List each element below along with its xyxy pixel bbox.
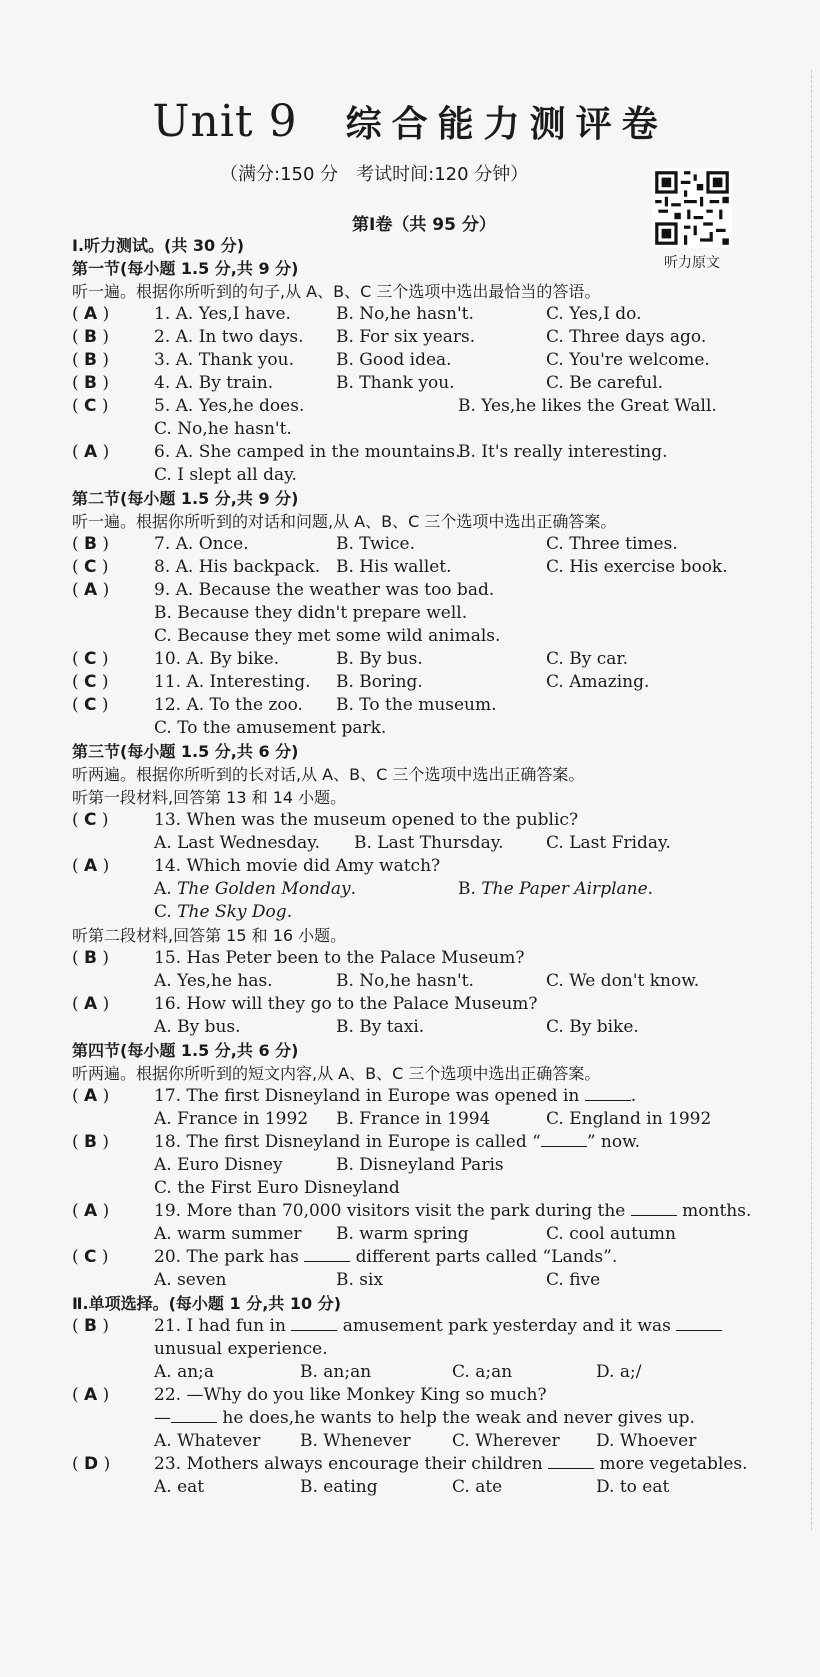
exam-info: （满分:150 分 考试时间:120 分钟） bbox=[220, 164, 529, 185]
question-6-cont bbox=[72, 464, 792, 487]
question-15-options bbox=[72, 970, 792, 993]
question-18-c bbox=[72, 1177, 792, 1200]
answer: ( A ) bbox=[72, 580, 110, 600]
option-b: B. six bbox=[336, 1270, 384, 1290]
option-c: C. To the amusement park. bbox=[154, 718, 387, 738]
question-16-options bbox=[72, 1016, 792, 1039]
option-a: A. an;a bbox=[154, 1362, 215, 1382]
question-9-b bbox=[72, 602, 792, 625]
question-stem: 14. Which movie did Amy watch? bbox=[154, 856, 441, 876]
question-12 bbox=[72, 694, 792, 717]
answer: ( B ) bbox=[72, 948, 110, 968]
question-22-cont bbox=[72, 1407, 792, 1430]
option-d: D. a;/ bbox=[596, 1362, 642, 1382]
question-stem: 16. How will they go to the Palace Museum? bbox=[154, 994, 538, 1014]
subsection-heading: 第三节(每小题 1.5 分,共 6 分) bbox=[72, 742, 299, 761]
instruction: 听一遍。根据你所听到的句子,从 A、B、C 三个选项中选出最恰当的答语。 bbox=[72, 282, 601, 301]
option-a: A. France in 1992 bbox=[154, 1109, 309, 1129]
answer-blank[interactable] bbox=[631, 1200, 677, 1216]
question-23 bbox=[72, 1453, 792, 1476]
answer: ( B ) bbox=[72, 1316, 110, 1336]
subsection-heading: 第一节(每小题 1.5 分,共 9 分) bbox=[72, 259, 299, 278]
question-12-c bbox=[72, 717, 792, 740]
question-15 bbox=[72, 947, 792, 970]
title-unit: Unit 9 bbox=[152, 96, 298, 147]
answer: ( B ) bbox=[72, 350, 110, 370]
material-note: 听第一段材料,回答第 13 和 14 小题。 bbox=[72, 788, 347, 807]
answer: ( B ) bbox=[72, 373, 110, 393]
option-c: C. His exercise book. bbox=[546, 557, 728, 577]
answer: ( B ) bbox=[72, 534, 110, 554]
answer: ( C ) bbox=[72, 1247, 109, 1267]
question-10 bbox=[72, 648, 792, 671]
option-a: A. warm summer bbox=[154, 1224, 302, 1244]
question-stem: 21. I had fun in amusement park yesterday and it was bbox=[154, 1315, 722, 1338]
option-b: B. an;an bbox=[300, 1362, 372, 1382]
question-18-options bbox=[72, 1154, 792, 1177]
option-c: C. Three times. bbox=[546, 534, 678, 554]
section-heading: Ⅱ.单项选择。(每小题 1 分,共 10 分) bbox=[72, 1294, 342, 1313]
answer: ( A ) bbox=[72, 442, 110, 462]
question-8 bbox=[72, 556, 792, 579]
option-c: C. ate bbox=[452, 1477, 503, 1497]
question-19 bbox=[72, 1200, 792, 1223]
question-14 bbox=[72, 855, 792, 878]
instruction: 听一遍。根据你所听到的对话和问题,从 A、B、C 三个选项中选出正确答案。 bbox=[72, 512, 617, 531]
option-a: A. eat bbox=[154, 1477, 205, 1497]
answer: ( A ) bbox=[72, 994, 110, 1014]
option-a: 10. A. By bike. bbox=[154, 649, 280, 669]
answer: ( C ) bbox=[72, 672, 109, 692]
option-a: A. By bus. bbox=[154, 1017, 241, 1037]
question-9-c bbox=[72, 625, 792, 648]
question-21-options bbox=[72, 1361, 792, 1384]
option-c: C. the First Euro Disneyland bbox=[154, 1178, 400, 1198]
question-19-options bbox=[72, 1223, 792, 1246]
option-b: B. For six years. bbox=[336, 327, 476, 347]
answer: ( D ) bbox=[72, 1454, 111, 1474]
option-a: A. The Golden Monday. bbox=[154, 879, 357, 899]
answer: ( A ) bbox=[72, 1086, 110, 1106]
subsection-heading: 第二节(每小题 1.5 分,共 9 分) bbox=[72, 489, 299, 508]
option-c: C. five bbox=[546, 1270, 601, 1290]
option-c: C. By bike. bbox=[546, 1017, 639, 1037]
answer-blank[interactable] bbox=[291, 1315, 337, 1331]
option-c: C. The Sky Dog. bbox=[154, 902, 293, 922]
option-a: 12. A. To the zoo. bbox=[154, 695, 303, 715]
answer-blank[interactable] bbox=[171, 1407, 217, 1423]
option-a: 8. A. His backpack. bbox=[154, 557, 321, 577]
question-9 bbox=[72, 579, 792, 602]
question-11 bbox=[72, 671, 792, 694]
question-stem-cont: unusual experience. bbox=[154, 1339, 328, 1359]
material-note: 听第二段材料,回答第 15 和 16 小题。 bbox=[72, 926, 347, 945]
qr-label: 听力原文 bbox=[664, 255, 720, 271]
question-stem: 15. Has Peter been to the Palace Museum? bbox=[154, 948, 525, 968]
answer: ( C ) bbox=[72, 649, 109, 669]
question-22-options bbox=[72, 1430, 792, 1453]
option-a: 3. A. Thank you. bbox=[154, 350, 294, 370]
option-c: C. Wherever bbox=[452, 1431, 560, 1451]
option-d: D. Whoever bbox=[596, 1431, 697, 1451]
question-1 bbox=[72, 303, 792, 326]
question-22 bbox=[72, 1384, 792, 1407]
option-c: C. We don't know. bbox=[546, 971, 700, 991]
answer: ( C ) bbox=[72, 396, 109, 416]
answer-blank[interactable] bbox=[304, 1246, 350, 1262]
answer-blank[interactable] bbox=[548, 1453, 594, 1469]
answer: ( A ) bbox=[72, 856, 110, 876]
volume-heading: 第Ⅰ卷（共 95 分） bbox=[352, 215, 496, 235]
option-c: C. Last Friday. bbox=[546, 833, 671, 853]
answer: ( B ) bbox=[72, 327, 110, 347]
option-d: D. to eat bbox=[596, 1477, 670, 1497]
option-b: B. Whenever bbox=[300, 1431, 411, 1451]
instruction: 听两遍。根据你所听到的短文内容,从 A、B、C 三个选项中选出正确答案。 bbox=[72, 1064, 601, 1083]
answer: ( A ) bbox=[72, 304, 110, 324]
answer: ( C ) bbox=[72, 557, 109, 577]
option-b: B. No,he hasn't. bbox=[336, 304, 474, 324]
question-17 bbox=[72, 1085, 792, 1108]
option-b: B. Good idea. bbox=[336, 350, 452, 370]
option-c: C. England in 1992 bbox=[546, 1109, 712, 1129]
section-heading: Ⅰ.听力测试。(共 30 分) bbox=[72, 236, 245, 255]
title-cn: 综合能力测评卷 bbox=[345, 104, 668, 145]
question-3 bbox=[72, 349, 792, 372]
question-21-cont bbox=[72, 1338, 792, 1361]
question-23-options bbox=[72, 1476, 792, 1499]
question-14-c bbox=[72, 901, 792, 924]
option-b: B. Twice. bbox=[336, 534, 416, 554]
option-b: B. France in 1994 bbox=[336, 1109, 491, 1129]
answer-blank[interactable] bbox=[585, 1085, 631, 1101]
subsection-heading: 第四节(每小题 1.5 分,共 6 分) bbox=[72, 1041, 299, 1060]
answer: ( A ) bbox=[72, 1385, 110, 1405]
question-20-options bbox=[72, 1269, 792, 1292]
answer: ( C ) bbox=[72, 695, 109, 715]
option-b: B. Last Thursday. bbox=[354, 833, 504, 853]
question-stem: 23. Mothers always encourage their children more vegetables. bbox=[154, 1454, 748, 1474]
option-c: C. Because they met some wild animals. bbox=[154, 626, 501, 646]
question-stem: 17. The first Disneyland in Europe was opened in . bbox=[154, 1086, 637, 1106]
option-b: B. warm spring bbox=[336, 1224, 469, 1244]
instruction: 听两遍。根据你所听到的长对话,从 A、B、C 三个选项中选出正确答案。 bbox=[72, 765, 585, 784]
option-a: A. seven bbox=[154, 1270, 227, 1290]
option-b: B. eating bbox=[300, 1477, 378, 1497]
answer-blank[interactable] bbox=[541, 1131, 587, 1147]
answer: ( B ) bbox=[72, 1132, 110, 1152]
option-b: B. No,he hasn't. bbox=[336, 971, 474, 991]
question-7 bbox=[72, 533, 792, 556]
question-stem: 18. The first Disneyland in Europe is called “ ” now. bbox=[154, 1132, 641, 1152]
question-stem: 13. When was the museum opened to the public? bbox=[154, 810, 579, 830]
option-b: B. Yes,he likes the Great Wall. bbox=[458, 396, 717, 416]
page-title bbox=[0, 96, 820, 147]
question-stem: 22. —Why do you like Monkey King so much? bbox=[154, 1385, 547, 1405]
option-a: 11. A. Interesting. bbox=[154, 672, 311, 692]
question-stem: 19. More than 70,000 visitors visit the park during the months. bbox=[154, 1201, 752, 1221]
question-13 bbox=[72, 809, 792, 832]
option-b: B. Because they didn't prepare well. bbox=[154, 603, 468, 623]
option-c: C. I slept all day. bbox=[154, 465, 297, 485]
option-b: B. Disneyland Paris bbox=[336, 1155, 504, 1175]
option-c: C. Three days ago. bbox=[546, 327, 707, 347]
option-a: A. Last Wednesday. bbox=[154, 833, 320, 853]
question-16 bbox=[72, 993, 792, 1016]
option-a: 4. A. By train. bbox=[154, 373, 274, 393]
option-a: A. Euro Disney bbox=[154, 1155, 283, 1175]
answer: ( C ) bbox=[72, 810, 109, 830]
option-a: 7. A. Once. bbox=[154, 534, 249, 554]
question-17-options bbox=[72, 1108, 792, 1131]
question-14-options bbox=[72, 878, 792, 901]
option-a: A. Whatever bbox=[154, 1431, 261, 1451]
option-b: B. By taxi. bbox=[336, 1017, 425, 1037]
option-a: 1. A. Yes,I have. bbox=[154, 304, 291, 324]
option-c: C. Yes,I do. bbox=[546, 304, 642, 324]
option-b: B. His wallet. bbox=[336, 557, 452, 577]
option-c: C. cool autumn bbox=[546, 1224, 676, 1244]
option-b: B. To the museum. bbox=[336, 695, 497, 715]
option-a: 6. A. She camped in the mountains. bbox=[154, 442, 461, 462]
option-b: B. The Paper Airplane. bbox=[458, 879, 654, 899]
option-b: B. By bus. bbox=[336, 649, 423, 669]
option-c: C. No,he hasn't. bbox=[154, 419, 292, 439]
answer: ( A ) bbox=[72, 1201, 110, 1221]
question-4 bbox=[72, 372, 792, 395]
question-5-cont bbox=[72, 418, 792, 441]
option-c: C. a;an bbox=[452, 1362, 513, 1382]
question-stem-cont: — he does,he wants to help the weak and never gives up. bbox=[154, 1408, 695, 1428]
option-c: C. You're welcome. bbox=[546, 350, 710, 370]
question-stem: 20. The park has different parts called “Lands”. bbox=[154, 1247, 618, 1267]
option-b: B. It's really interesting. bbox=[458, 442, 668, 462]
option-c: C. Amazing. bbox=[546, 672, 650, 692]
question-21 bbox=[72, 1315, 792, 1338]
option-a: 2. A. In two days. bbox=[154, 327, 304, 347]
question-13-options bbox=[72, 832, 792, 855]
answer-blank[interactable] bbox=[676, 1315, 722, 1331]
question-6 bbox=[72, 441, 792, 464]
option-a: 5. A. Yes,he does. bbox=[154, 396, 305, 416]
option-a: A. Yes,he has. bbox=[154, 971, 273, 991]
binding-edge bbox=[810, 70, 812, 1530]
question-body bbox=[72, 234, 792, 1499]
option-c: C. By car. bbox=[546, 649, 629, 669]
option-b: B. Thank you. bbox=[336, 373, 455, 393]
question-5 bbox=[72, 395, 792, 418]
question-2 bbox=[72, 326, 792, 349]
question-20 bbox=[72, 1246, 792, 1269]
question-18 bbox=[72, 1131, 792, 1154]
option-a: 9. A. Because the weather was too bad. bbox=[154, 580, 495, 600]
option-c: C. Be careful. bbox=[546, 373, 664, 393]
option-b: B. Boring. bbox=[336, 672, 423, 692]
